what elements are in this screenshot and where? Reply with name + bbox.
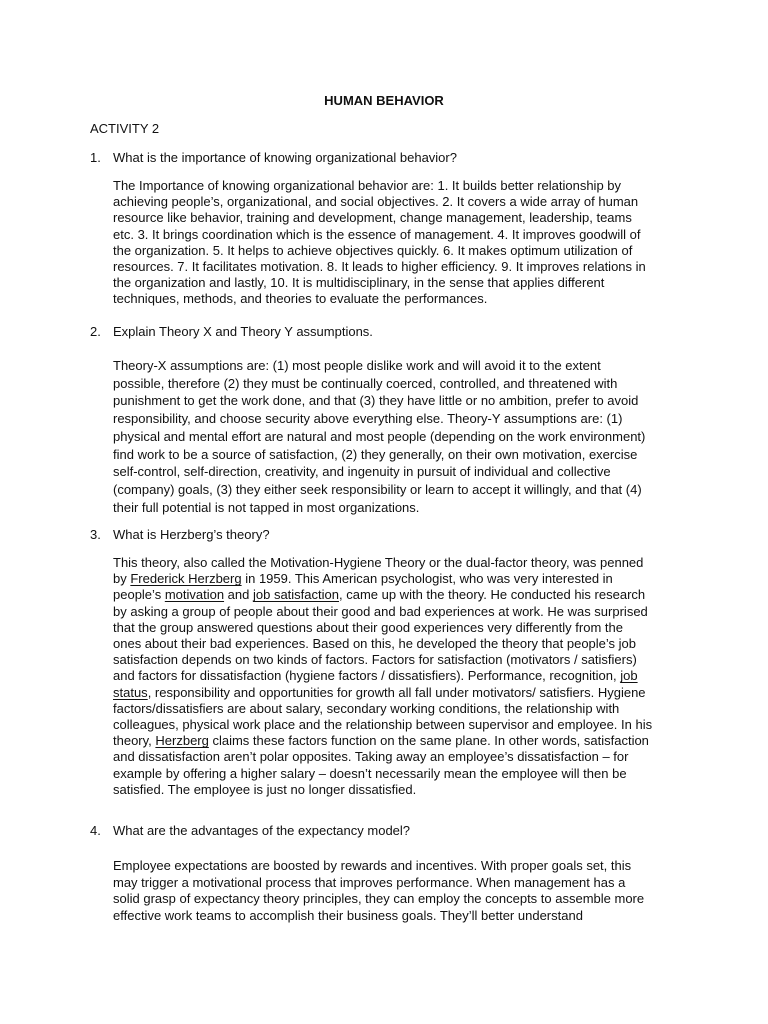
question-4: [90, 823, 410, 839]
answer-segment: and: [224, 587, 253, 603]
answer-1: [113, 178, 653, 308]
question-2: [90, 324, 373, 340]
answer-2: [113, 357, 653, 516]
answer-4: [113, 858, 653, 924]
question-text: What are the advantages of the expectancy model?: [113, 823, 411, 838]
question-number: 3.: [90, 527, 101, 542]
answer-segment: This theory, also called the Motivation-Hygiene Theory or the dual-factor theory, was penned by: [113, 555, 644, 587]
answer-3: [113, 555, 653, 798]
question-text: What is the importance of knowing organizational behavior?: [113, 150, 457, 165]
question-number: 4.: [90, 823, 101, 838]
question-number: 1.: [90, 150, 101, 165]
answer-text: The Importance of knowing organizational behavior are: 1. It builds better relationship by achieving people’s, organizational, and social objectives. 2. It covers a wide array of human resource like behavior, training and development, change management, leadership, teams etc. 3. It brings coordination which is the essence of management. 4. It improves goodwill of the organization. 5. It helps to achieve objectives quickly. 6. It makes optimum utilization of resources. 7. It facilitates motivation. 8. It leads to higher efficiency. 9. It improves relations in the organization and lastly, 10. It is multidisciplinary, in the sense that applies different techniques, methods, and theories to evaluate the performances.: [113, 178, 646, 307]
answer-segment: in 1959. This American psychologist, who was very interested in people’s: [113, 571, 613, 603]
link-motivation[interactable]: motivation: [164, 587, 225, 603]
question-3: [90, 527, 270, 543]
link-herzberg[interactable]: Herzberg: [155, 733, 209, 749]
answer-text: Theory-X assumptions are: (1) most people dislike work and will avoid it to the extent possible, therefore (2) they must be continually coerced, controlled, and threatened with punishment to get the work done, and that (3) they have little or no ambition, prefer to avoid responsibility, and choose security above everything else. Theory-Y assumptions are: (1) physical and mental effort are natural and most people (depending on the work environment) find work to be a source of satisfaction, (2) they generally, on their own motivation, exercise self-control, self-direction, creativity, and ingenuity in pursuit of individual and collective (company) goals, (3) they either seek responsibility or learn to accept it willingly, and that (4) their full potential is not tapped in most organizations.: [113, 358, 646, 515]
question-text: Explain Theory X and Theory Y assumptions.: [113, 324, 373, 339]
activity-heading: ACTIVITY 2: [90, 121, 160, 136]
answer-text: Employee expectations are boosted by rewards and incentives. With proper goals set, this may trigger a motivational process that improves performance. When management has a solid grasp of expectancy theory principles, they can employ the concepts to assemble more effective work teams to accomplish their business goals. They’ll better understand: [113, 858, 645, 923]
answer-segment: claims these factors function on the same plane. In other words, satisfaction and dissatisfaction aren’t polar opposites. Taking away an employee’s dissatisfaction – for example by offering a higher salary – doesn’t necessarily mean the employee will then be satisfied. The employee is just no longer dissatisfied.: [113, 733, 649, 797]
answer-text: [113, 555, 653, 798]
link-frederick-herzberg[interactable]: Frederick Herzberg: [130, 571, 242, 587]
question-text: What is Herzberg’s theory?: [113, 527, 270, 542]
question-1: [90, 150, 457, 166]
answer-segment: , came up with the theory. He conducted his research by asking a group of people about their good and bad experiences at work. He was surprised that the group answered questions about their good experiences very differently from the ones about their bad experiences. Based on this, he developed the theory that people’s job satisfaction depends on two kinds of factors. Factors for satisfaction (motivators / satisfiers) and factors for dissatisfaction (hygiene factors / dissatisfiers). Performance, recognition,: [113, 587, 648, 684]
link-job-satisfaction[interactable]: job satisfaction: [252, 587, 339, 603]
link-job-status[interactable]: job status: [113, 668, 638, 700]
answer-segment: , responsibility and opportunities for growth all fall under motivators/ satisfiers. Hygiene factors/dissatisfiers are about salary, secondary working conditions, the relationship with colleagues, physical work place and the relationship between supervisor and employee. In his theory,: [113, 684, 653, 749]
document-title: HUMAN BEHAVIOR: [324, 93, 444, 108]
question-number: 2.: [90, 324, 101, 339]
